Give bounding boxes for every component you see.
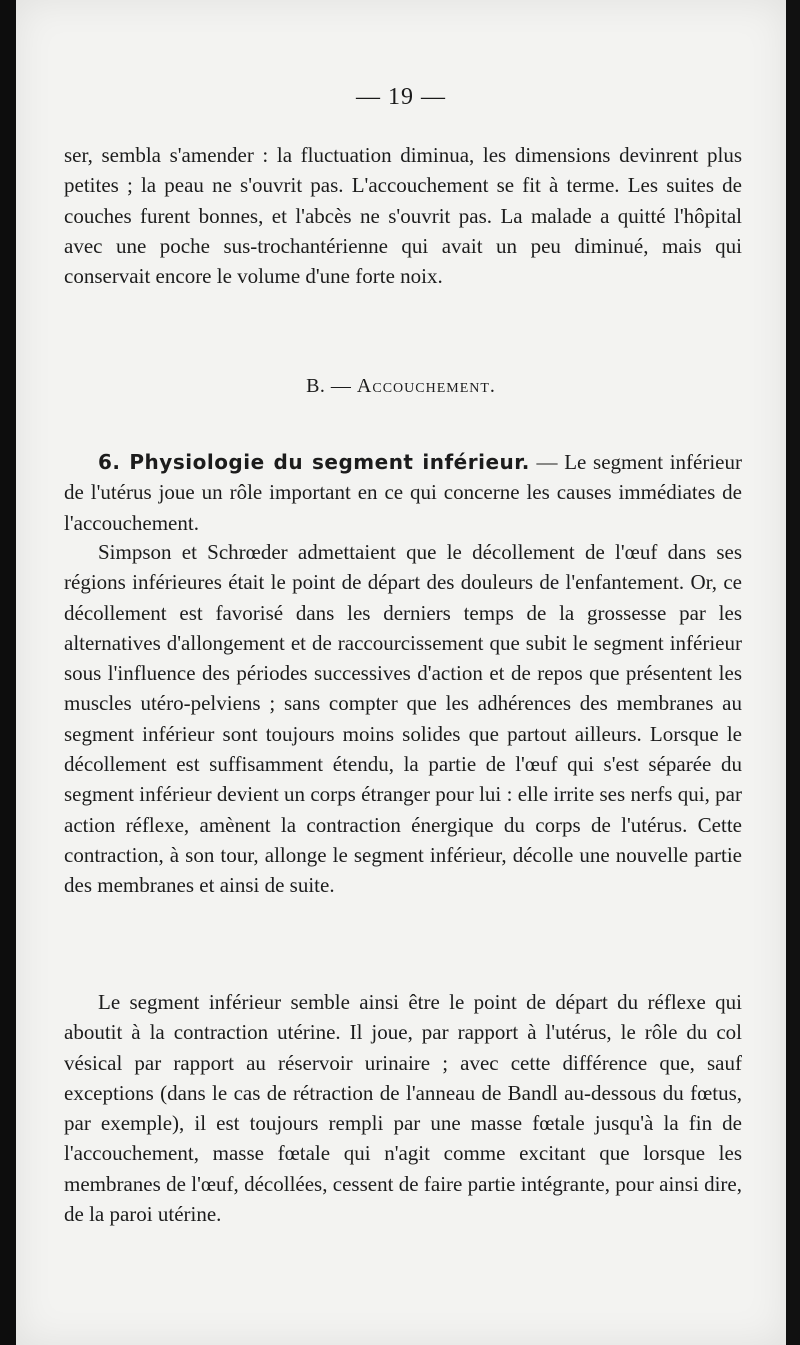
paragraph-physiologie [64,447,742,538]
scan-border [786,0,800,1345]
paragraph-continuation: ser, sembla s'amender : la fluctuation diminua, les dimensions devinrent plus petites ; la peau ne s'ouvrit pas. L'accouchement se fit à terme. Les suites de couches furent bonnes, et l'abcès ne s'ouvrit pas. La malade a quitté l'hôpital avec une poche sus-trochantérienne qui avait un peu diminué, mais qui conservait encore le volume d'une forte noix. [64,143,742,289]
subsection-heading: 6. Physiologie du segment inférieur. [98,450,530,474]
paragraph-physiologie-text: — Le segment inférieur de l'utérus joue un rôle important en ce qui concerne les causes immédiates de l'accouchement. [64,450,742,535]
section-title-text: Accouchement. [356,375,496,397]
section-prefix: B. — [306,375,357,397]
document-page [16,0,786,1345]
page-number: — 19 — [356,84,446,110]
paragraph-reflexe: Le segment inférieur semble ainsi être le point de départ du réflexe qui aboutit à la contraction utérine. Il joue, par rapport à l'utérus, le rôle du col vésical par rapport au réservoir urinaire ; avec cette différence que, sauf exceptions (dans le cas de rétraction de l'anneau de Bandl au-dessous du fœtus, par exemple), il est toujours rempli par une masse fœtale jusqu'à la fin de l'accouchement, masse fœtale qui n'agit comme excitant que lorsque les membranes de l'œuf, décollées, cessent de faire partie intégrante, pour ainsi dire, de la paroi utérine. [64,990,742,1227]
section-heading [16,375,786,398]
paragraph-simpson: Simpson et Schrœder admettaient que le décollement de l'œuf dans ses régions inférieures était le point de départ des douleurs de l'enfantement. Or, ce décollement est favorisé dans les derniers temps de la grossesse par les alternatives d'allongement et de raccourcissement que subit le segment inférieur sous l'influence des périodes successives d'action et de repos que présentent les muscles utéro-pelviens ; sans compter que les adhérences des membranes au segment inférieur sont toujours moins solides que partout ailleurs. Lorsque le décollement est suffisamment étendu, la partie de l'œuf qui s'est séparée du segment inférieur devient un corps étranger pour lui : elle irrite ses nerfs qui, par action réflexe, amènent la contraction énergique du corps de l'utérus. Cette contraction, à son tour, allonge le segment inférieur, décolle une nouvelle partie des membranes et ainsi de suite. [64,540,742,898]
